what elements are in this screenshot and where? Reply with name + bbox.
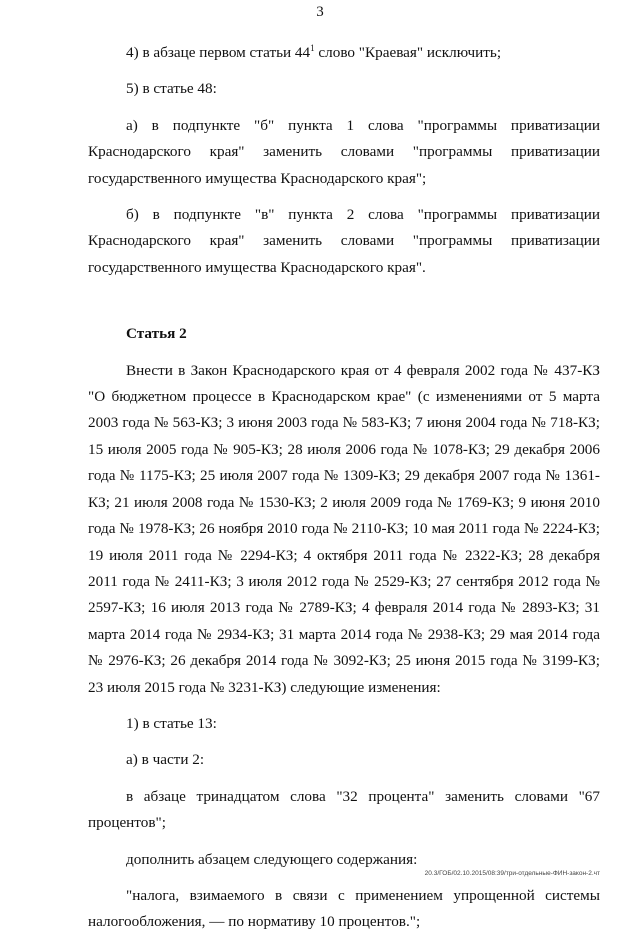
paragraph-subitem-a: а) в подпункте "б" пункта 1 слова "программы приватизации Краснодарского края" заменить словами "программы приватизации государственного имущества Краснодарского края"; [88, 116, 600, 187]
paragraph-item-4 [88, 40, 600, 66]
paragraph-quote: "налога, взимаемого в связи с применением упрощенной системы налогообложения, — по нормативу 10 процентов."; [88, 886, 600, 931]
paragraph-text: слово "Краевая" исключить; [314, 44, 502, 61]
paragraph-part-2: а) в части 2: [126, 751, 205, 769]
paragraph-article-13: 1) в статье 13: [126, 714, 217, 732]
paragraph-subitem-b: б) в подпункте "в" пункта 2 слова "программы приватизации Краснодарского края" заменить словами "программы приватизации государственного имущества Краснодарского края". [88, 206, 600, 276]
paragraph-abzac-13: в абзаце тринадцатом слова "32 процента" заменить словами "67 процентов"; [88, 787, 600, 832]
article-heading: Статья 2 [126, 325, 187, 343]
paragraph-law-amendments: Внести в Закон Краснодарского края от 4 февраля 2002 года № 437-КЗ "О бюджетном процессе в Краснодарском крае" (с изменениями от 5 марта 2003 года № 563-КЗ; 3 июня 2003 года № 583-КЗ; 7 июня 2004 года № 718-КЗ; 15 июля 2005 года № 905-КЗ; 28 июля 2006 года № 1078-КЗ; 29 декабря 2006 года № 1175-КЗ; 25 июля 2007 года № 1309-КЗ; 29 декабря 2007 года № 1361-КЗ; 21 июля 2008 года № 1530-КЗ; 2 июля 2009 года № 1769-КЗ; 9 июня 2010 года № 1978-КЗ; 26 ноября 2010 года № 2110-КЗ; 10 мая 2011 года № 2224-КЗ; 19 июля 2011 года № 2294-КЗ; 4 октября 2011 года № 2322-КЗ; 28 декабря 2011 года № 2411-КЗ; 3 июля 2012 года № 2529-КЗ; 27 сентября 2012 года № 2597-КЗ; 16 июля 2013 года № 2789-КЗ; 4 февраля 2014 года № 2893-КЗ; 31 марта 2014 года № 2934-КЗ; 31 марта 2014 года № 2938-КЗ; 29 мая 2014 года № 2976-КЗ; 26 декабря 2014 года № 3092-КЗ; 25 июня 2015 года № 3199-КЗ; 23 июля 2015 года № 3231-КЗ) следующие изменения: [88, 361, 600, 696]
paragraph-item-5: 5) в статье 48: [126, 80, 217, 98]
document-body [88, 40, 600, 936]
superscript: 1 [310, 43, 315, 53]
page-number: 3 [316, 4, 324, 20]
footer-file-stamp: 20.3/ГОБ/02.10.2015/08:39/три-отдельные-ФИН-закон-2.чт [424, 870, 600, 877]
paragraph-text: 4) в абзаце первом статьи 44 [126, 44, 311, 61]
paragraph-add-abzac: дополнить абзацем следующего содержания: [126, 850, 418, 868]
